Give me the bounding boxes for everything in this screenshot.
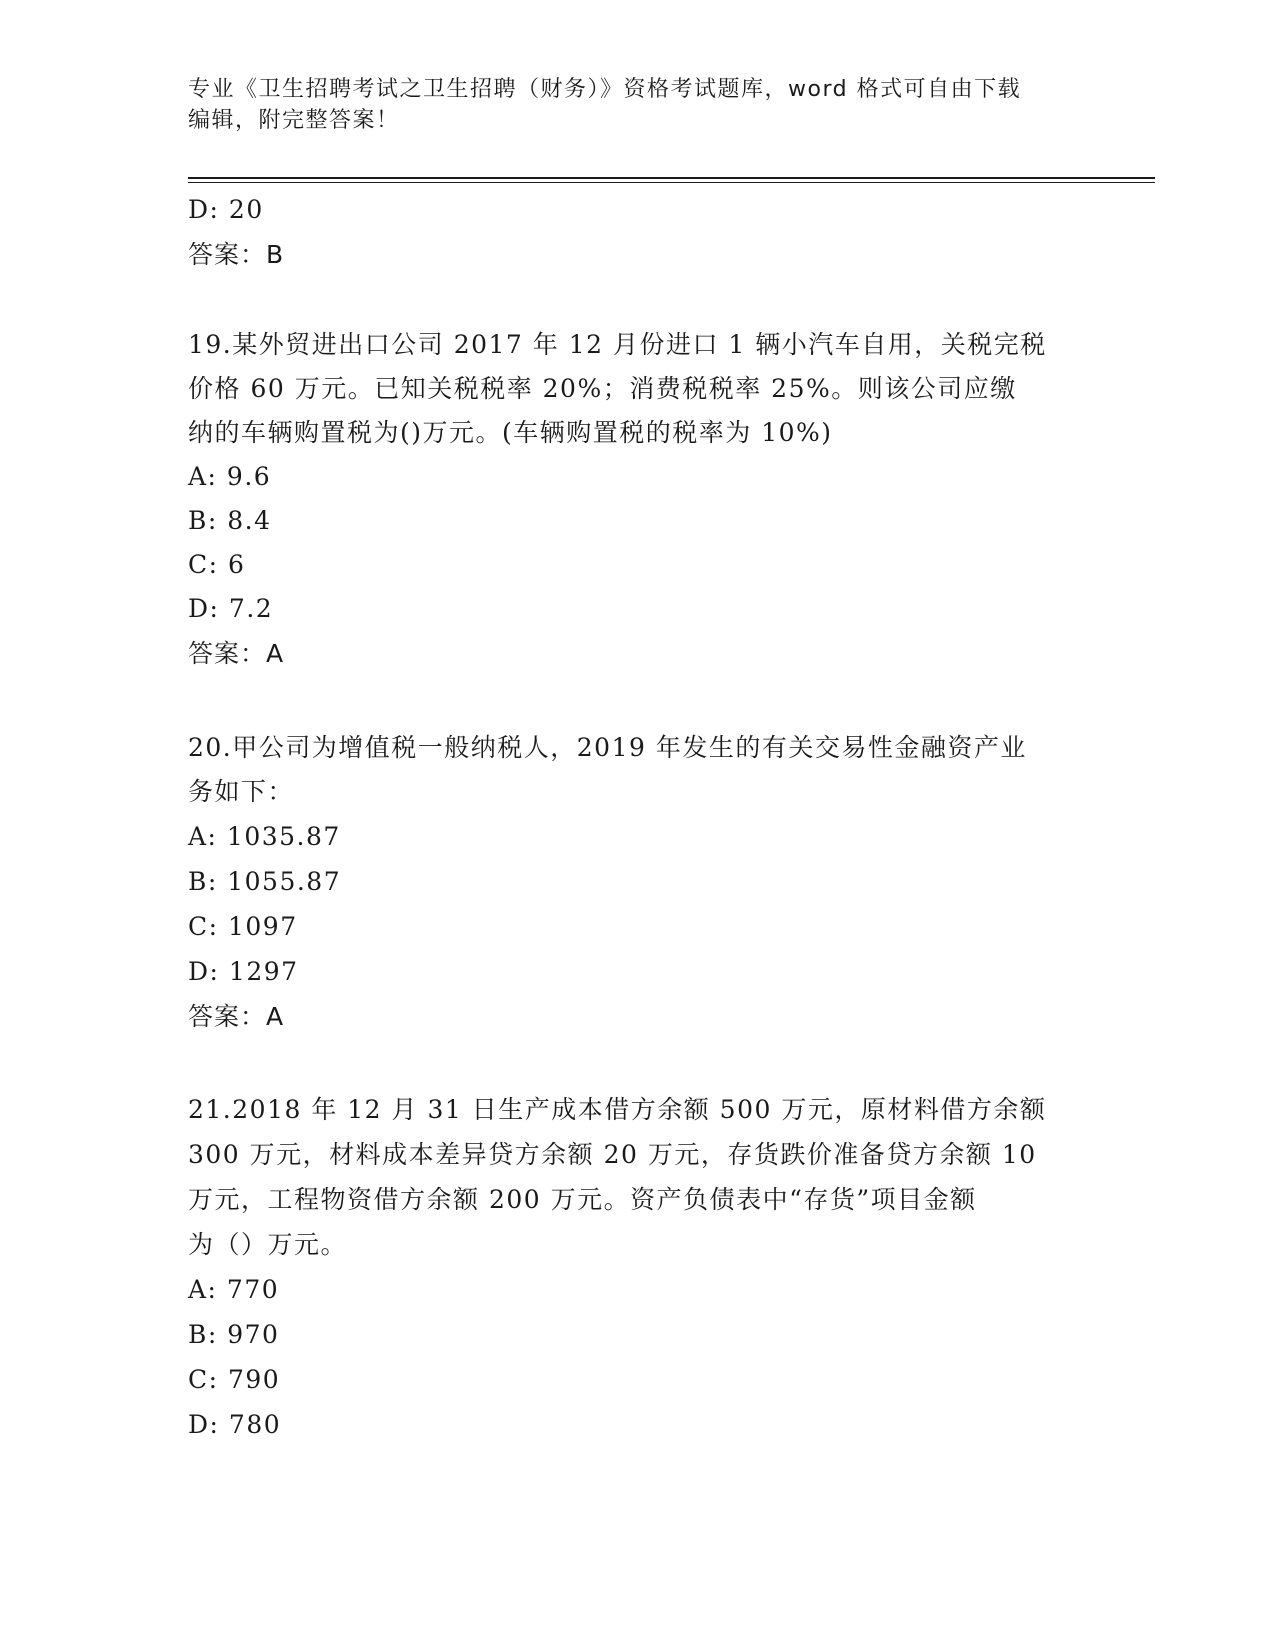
q19-text-line-3: 纳的车辆购置税为()万元。(车辆购置税的税率为 10%) xyxy=(188,418,833,447)
q19-option-c: C: 6 xyxy=(188,550,246,579)
header-line-1: 专业《卫生招聘考试之卫生招聘（财务）》资格考试题库，word 格式可自由下载 xyxy=(188,77,1022,102)
q19-text-line-2: 价格 60 万元。已知关税税率 20%；消费税税率 25%。则该公司应缴 xyxy=(188,374,1017,403)
q21-option-c: C: 790 xyxy=(188,1365,281,1394)
q20-text-line-2: 务如下： xyxy=(188,777,295,806)
q21-text-line-2: 300 万元，材料成本差异贷方余额 20 万元，存货跌价准备贷方余额 10 xyxy=(188,1140,1037,1169)
q18-option-d: D: 20 xyxy=(188,195,264,224)
q21-text-line-3: 万元，工程物资借方余额 200 万元。资产负债表中“存货”项目金额 xyxy=(188,1185,977,1214)
q21-text-line-4: 为（）万元。 xyxy=(188,1230,348,1259)
q20-text-line-1: 20.甲公司为增值税一般纳税人，2019 年发生的有关交易性金融资产业 xyxy=(188,733,1027,762)
q18-answer: 答案：B xyxy=(188,240,285,269)
q19-text-line-1: 19.某外贸进出口公司 2017 年 12 月份进口 1 辆小汽车自用，关税完税 xyxy=(188,330,1047,359)
header-divider-thin xyxy=(188,182,1155,183)
q21-option-d: D: 780 xyxy=(188,1410,282,1439)
q21-text-line-1: 21.2018 年 12 月 31 日生产成本借方余额 500 万元，原材料借方余额 xyxy=(188,1095,1047,1124)
q21-option-b: B: 970 xyxy=(188,1320,280,1349)
q21-option-a: A: 770 xyxy=(188,1275,280,1304)
q20-option-c: C: 1097 xyxy=(188,912,298,941)
q20-option-b: B: 1055.87 xyxy=(188,867,342,896)
header-divider-thick xyxy=(188,177,1155,179)
q19-option-d: D: 7.2 xyxy=(188,594,274,623)
q19-answer: 答案：A xyxy=(188,639,285,668)
q19-option-a: A: 9.6 xyxy=(188,462,272,491)
q20-option-a: A: 1035.87 xyxy=(188,822,341,851)
q20-option-d: D: 1297 xyxy=(188,957,299,986)
header-text xyxy=(188,74,1088,136)
q19-option-b: B: 8.4 xyxy=(188,506,272,535)
q20-answer: 答案：A xyxy=(188,1002,285,1031)
header-line-2: 编辑，附完整答案！ xyxy=(188,108,400,133)
